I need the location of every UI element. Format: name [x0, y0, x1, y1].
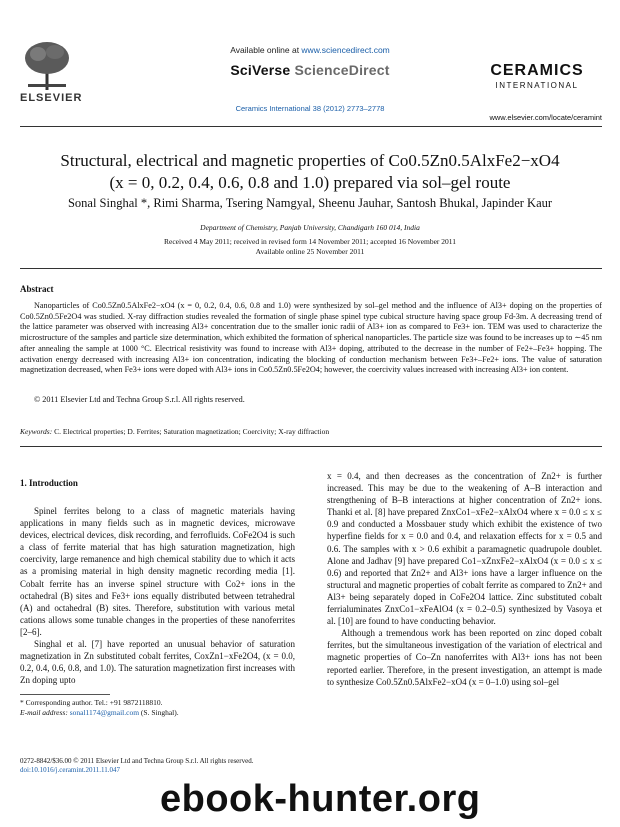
title-line-1: Structural, electrical and magnetic properties of Co0.5Zn0.5AlxFe2−xO4 [60, 151, 560, 170]
author-list: Sonal Singhal *, Rimi Sharma, Tsering Namgyal, Sheenu Jauhar, Santosh Bhukal, Japinder Kaur [67, 196, 553, 210]
email-line [20, 708, 310, 718]
dates-received: Received 4 May 2011; received in revised form 14 November 2011; accepted 16 November 2011 [164, 237, 456, 246]
email-link[interactable]: sonal1174@gmail.com [69, 708, 140, 717]
available-prefix: Available online at [230, 45, 302, 55]
abstract-copyright: © 2011 Elsevier Ltd and Techna Group S.r.l. All rights reserved. [34, 395, 245, 404]
keywords [20, 427, 329, 436]
affiliation: Department of Chemistry, Panjab University, Chandigarh 160 014, India [200, 223, 420, 232]
platform-b: ScienceDirect [294, 62, 390, 78]
issn-line: 0272-8842/$36.00 © 2011 Elsevier Ltd and Techna Group S.r.l. All rights reserved. [20, 757, 254, 765]
article-title [40, 150, 580, 194]
availability-line [0, 45, 620, 55]
corresponding-author: * Corresponding author. Tel.: +91 9872118810. [20, 698, 163, 707]
title-line-2: (x = 0, 0.2, 0.4, 0.6, 0.8 and 1.0) prepared via sol–gel route [109, 173, 511, 192]
issn-footer [20, 757, 320, 775]
abstract-top-rule [20, 268, 602, 269]
email-label: E-mail address: [20, 708, 70, 717]
abstract-bottom-rule [20, 446, 602, 447]
dates-online: Available online 25 November 2011 [255, 247, 365, 256]
intro-paragraph-1: Spinel ferrites belong to a class of magnetic materials having applications in many fields such as in magnetic devices, microwave devices, electrical devices, disk recording, and ferrofluids. CoFe2O4 is such a class of ferrite material that has high saturation magnetization, high coercivity, large remanence and high chemical stability due to which it acts as a promising material in high density magnetic recording media [1]. Cobalt ferrite has an inverse spinel structure with Co2+ ions in the octahedral (B) sites and Fe3+ ions equally distributed between tetrahedral (A) and octahedral (B) sites. Therefore, substitution with various metal cations allows some tunable changes in the properties of these nanoferrites [2–6]. [20, 506, 295, 637]
publisher-name: ELSEVIER [20, 92, 83, 104]
platform-a: SciVerse [230, 62, 291, 78]
journal-url[interactable]: www.elsevier.com/locate/ceramint [489, 113, 602, 122]
email-suffix: (S. Singhal). [139, 708, 179, 717]
footnote [20, 698, 310, 718]
watermark-text: ebook-hunter.org [160, 778, 481, 820]
doi-link[interactable]: doi:10.1016/j.ceramint.2011.11.047 [20, 766, 120, 774]
intro-paragraph-2: Singhal et al. [7] have reported an unusual behavior of saturation magnetization in Zn substituted cobalt ferrites, CoxZn1−xFe2O4, (x = 0.0, 0.2, 0.4, 0.6, 0.8, and 1.0). The saturation magnetization first increases with Zn doping upto [20, 639, 295, 686]
sciencedirect-link[interactable]: www.sciencedirect.com [301, 45, 390, 55]
journal-name: CERAMICS [490, 62, 584, 79]
keywords-list: C. Electrical properties; D. Ferrites; Saturation magnetization; Coercivity; X-ray diffraction [52, 427, 330, 436]
abstract-text: Nanoparticles of Co0.5Zn0.5AlxFe2−xO4 (x = 0, 0.2, 0.4, 0.6, 0.8 and 1.0) were synthesized by sol–gel method and the influence of Al3+ doping on the properties of Co0.5Zn0.5Fe2O4 was studied. X-ray diffraction studies revealed the formation of single phase spinel type cubical structure having space group Fd-3m. A decreasing trend of the lattice parameter was observed with increasing Al3+ concentration due to the smaller ionic radii of Al3+ ion as compared to Fe3+ ion. TEM was used to characterize the microstructure of the samples and particle size determination, which exhibited the formation of spherical nanoparticles. The particle size was found to be increases up to ∼45 nm after annealing the sample at 1000 °C. Electrical resistivity was found to increase with Al3+ doping, attributed to the decrease in the number of Fe2+–Fe3+ hopping. The activation energy decreased with increasing Al3+ ion concentration, indicating the blocking of conduction mechanism between Fe3+–Fe2+ ions. The value of saturation magnetization decreased, when Fe3+ ions were doped with Al3+ ions in Co0.5Zn0.5Fe2O4; however, the coercivity values increased with increasing Al3+ ion content. [20, 301, 602, 375]
keywords-label: Keywords: [20, 427, 53, 436]
article-dates [20, 237, 600, 257]
journal-citation[interactable]: Ceramics International 38 (2012) 2773–2778 [235, 104, 385, 113]
intro-paragraph-3: x = 0.4, and then decreases as the concentration of Zn2+ is further increased. This may be due to the weakening of A–B interaction and strengthening of B–B interactions at higher concentration of Zn2+ ions. Thanki et al. [8] have prepared ZnxCo1−xFe2−xAlxO4 where x = 0.0 ≤ x ≤ 0.9 and conducted a Mossbauer study which exhibit the existence of two hyperfine fields for x = 0.0 and 0.4, and relaxation effects for x = 0.5 and 0.6. The samples with x > 0.6 exhibit a paramagnetic quadrupole doublet. Alone and Jadhav [9] have prepared Co1−xZnxFe2−xAlxO4 (x = 0.0 ≤ x ≤ 0.6) and reported that Zn2+ and Al3+ ions have a larger influence on the structural and magnetic properties of cobalt ferrite as compared to Zn2+ and Al3+ being separately doped in CoFe2O4 lattice. Zinc substituted cobalt ferrialuminates ZnxCo1−xFeAlO4 (x = 0.2–0.5) synthesized by Vasoya et al. [10] are found to have conducting behavior. [327, 471, 602, 627]
right-column [327, 470, 602, 688]
left-column [20, 505, 295, 686]
section-heading-introduction: 1. Introduction [20, 478, 78, 488]
journal-name-sub: INTERNATIONAL [495, 81, 579, 90]
header-rule [20, 126, 602, 127]
intro-paragraph-4: Although a tremendous work has been reported on zinc doped cobalt ferrites, but the simultaneous investigation of the variation of electrical and magnetic properties of Co–Zn nanoferrites with Al3+ ions has not been reported earlier. Therefore, in the present investigation, an attempt is made to synthesize Co0.5Zn0.5AlxFe2−xO4 (x = 0–1.0) using sol–gel [327, 628, 602, 687]
footnote-rule [20, 694, 110, 695]
abstract-heading: Abstract [20, 284, 54, 294]
